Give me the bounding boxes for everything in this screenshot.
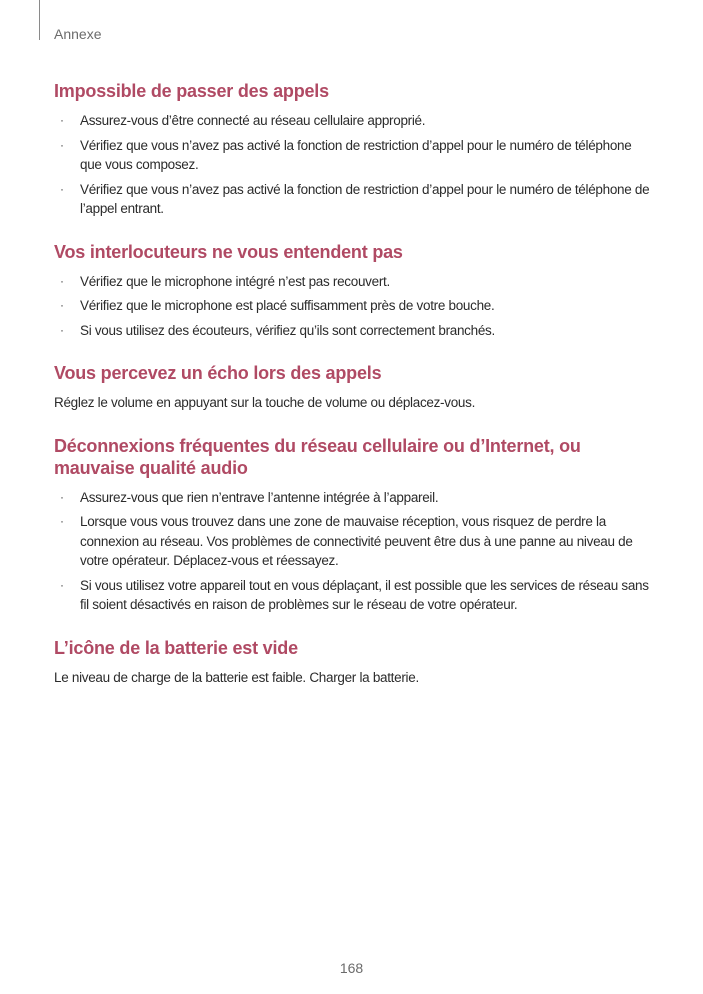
bullet-icon: · [60,113,64,127]
bullet-icon: · [60,322,64,337]
list-item: · Assurez-vous que rien n’entrave l’antenne intégrée à l’appareil. [54,488,654,508]
section-not-heard [54,241,654,341]
section-title: Impossible de passer des appels [54,81,329,101]
bullet-icon: · [60,514,64,528]
section-title: Vous percevez un écho lors des appels [54,363,382,383]
section-echo [54,362,654,413]
bullet-list [54,111,654,219]
section-battery [54,637,654,688]
section-cannot-call [54,80,654,219]
list-item: · Lorsque vous vous trouvez dans une zone de mauvaise réception, vous risquez de perdre la connexion au réseau. Vos problèmes de connectivité peuvent être dus à une panne au niveau de votre opérateur. Déplacez-vous et réessayez. [60,514,633,568]
list-item: · Vérifiez que vous n’avez pas activé la fonction de restriction d’appel pour le numéro de téléphone de l’appel entrant. [60,181,650,216]
section-paragraph: Le niveau de charge de la batterie est faible. Charger la batterie. [54,669,419,685]
list-item: · Vérifiez que vous n’avez pas activé la fonction de restriction d’appel pour le numéro de téléphone que vous composez. [60,137,632,172]
section-title: Vos interlocuteurs ne vous entendent pas [54,241,403,262]
section-title: L’icône de la batterie est vide [54,637,298,658]
page-number: 168 [339,960,364,976]
list-item: · Vérifiez que le microphone est placé suffisamment près de votre bouche. [54,296,654,316]
list-item: · Assurez-vous d’être connecté au réseau cellulaire approprié. [54,111,654,131]
bullet-icon: · [60,273,64,288]
bullet-icon: · [60,577,64,592]
section-title: Déconnexions fréquentes du réseau cellulaire ou d’Internet, ou mauvaise qualité audio [54,435,581,478]
section-header-label: Annexe [54,26,102,42]
section-paragraph: Réglez le volume en appuyant sur la touche de volume ou déplacez-vous. [54,395,476,410]
list-item: · Si vous utilisez votre appareil tout en vous déplaçant, il est possible que les services de réseau sans fil soient désactivés en raison de problèmes sur le réseau de votre opérateur. [60,577,649,612]
section-disconnections [54,435,654,615]
bullet-list [54,488,654,615]
header-divider [39,0,40,40]
bullet-icon: · [60,298,64,312]
bullet-icon: · [60,137,64,152]
page-content [54,80,654,709]
list-item: · Vérifiez que le microphone intégré n’est pas recouvert. [54,272,654,292]
bullet-list [54,272,654,341]
bullet-icon: · [60,489,64,504]
bullet-icon: · [60,181,64,196]
list-item: · Si vous utilisez des écouteurs, vérifiez qu’ils sont correctement branchés. [54,321,654,341]
